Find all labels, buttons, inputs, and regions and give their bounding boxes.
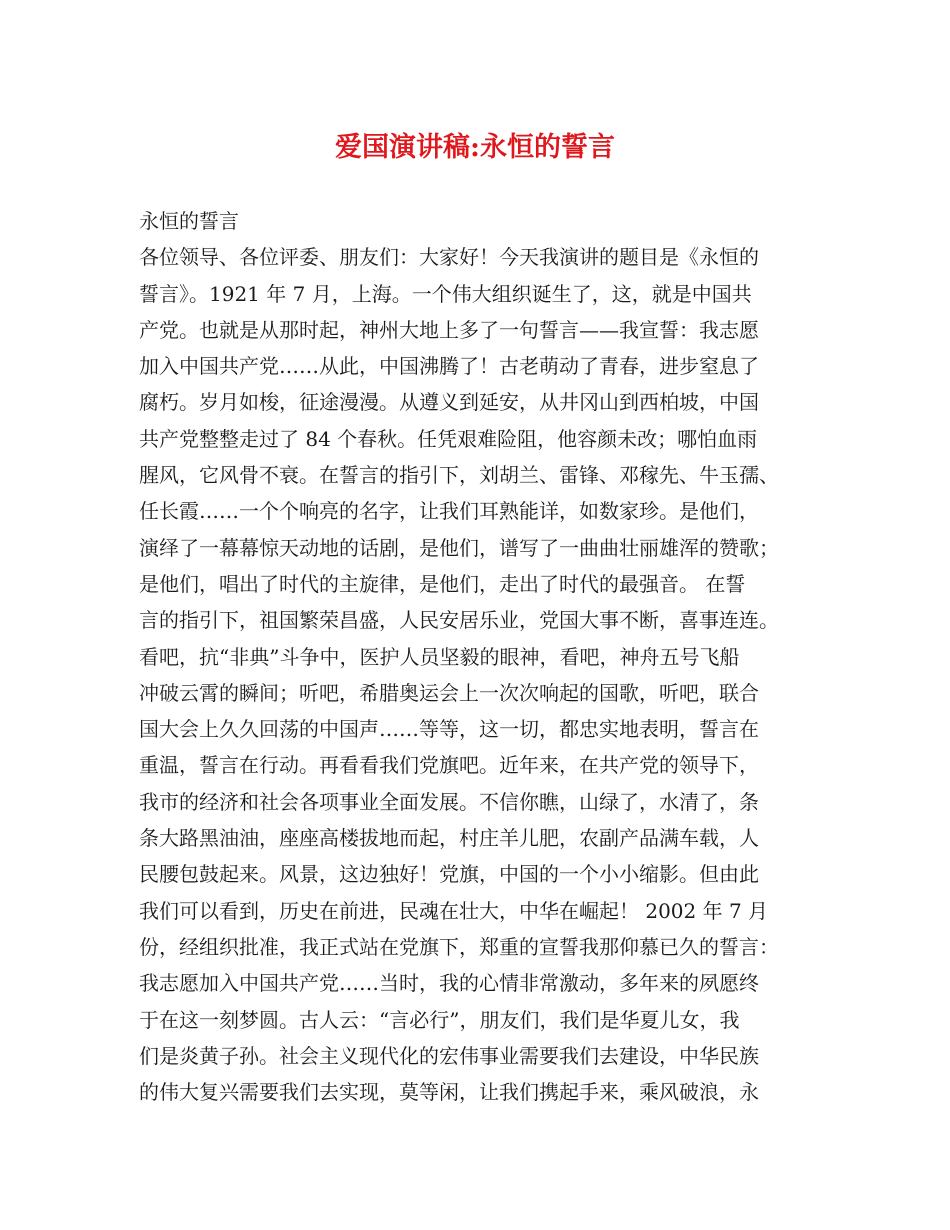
paragraph-line: 我志愿加入中国共产党……当时，我的心情非常激动，多年来的夙愿终 [139,971,759,996]
paragraph-line: 于在这一刻梦圆。古人云：“言必行”，朋友们，我们是华夏儿女，我 [139,1007,740,1032]
paragraph-line: 腥风，它风骨不衰。在誓言的指引下，刘胡兰、雷锋、邓稼先、牛玉孺、 [139,463,779,488]
paragraph-line: 加入中国共产党……从此，中国沸腾了！古老萌动了青春，进步窒息了 [139,354,759,379]
paragraph-line: 条大路黑油油，座座高楼拔地而起，村庄羊儿肥，农副产品满车载，人 [139,826,759,851]
paragraph-line: 是他们，唱出了时代的主旋律，是他们，走出了时代的最强音。 在誓 [139,571,746,596]
paragraph-line: 誓言》。1921 年 7 月，上海。一个伟大组织诞生了，这，就是中国共 [139,281,752,306]
paragraph-line: 各位领导、各位评委、朋友们：大家好！今天我演讲的题目是《永恒的 [139,245,759,270]
section-heading: 永恒的誓言 [139,209,239,233]
paragraph-line: 任长霞……一个个响亮的名字，让我们耳熟能详，如数家珍。是他们， [139,499,759,524]
paragraph-line: 冲破云霄的瞬间；听吧，希腊奥运会上一次次响起的国歌，听吧，联合 [139,680,759,705]
paragraph-line: 共产党整整走过了 84 个春秋。任凭艰难险阻，他容颜未改；哪怕血雨 [139,426,758,451]
paragraph-line: 产党。也就是从那时起，神州大地上多了一句誓言——我宣誓：我志愿 [139,317,759,342]
paragraph-line: 演绎了一幕幕惊天动地的话剧，是他们，谱写了一曲曲壮丽雄浑的赞歌； [139,535,779,560]
paragraph-line: 我们可以看到，历史在前进，民魂在壮大，中华在崛起！ 2002 年 7 月 [139,898,769,923]
paragraph-line: 重温，誓言在行动。再看看我们党旗吧。近年来，在共产党的领导下， [139,753,759,778]
paragraph-line: 国大会上久久回荡的中国声……等等，这一切，都忠实地表明，誓言在 [139,717,759,742]
paragraph-line: 我市的经济和社会各项事业全面发展。不信你瞧，山绿了，水清了，条 [139,789,759,814]
paragraph-line: 民腰包鼓起来。风景，这边独好！党旗，中国的一个小小缩影。但由此 [139,862,759,887]
paragraph-line: 言的指引下，祖国繁荣昌盛，人民安居乐业，党国大事不断，喜事连连。 [139,608,779,633]
paragraph-line: 的伟大复兴需要我们去实现，莫等闲，让我们携起手来，乘风破浪，永 [139,1080,759,1105]
paragraph-line: 看吧，抗“非典”斗争中，医护人员坚毅的眼神，看吧，神舟五号飞船 [139,644,740,669]
paragraph-line: 腐朽。岁月如梭，征途漫漫。从遵义到延安，从井冈山到西柏坡，中国 [139,390,759,415]
paragraph-line: 份，经组织批准，我正式站在党旗下，郑重的宣誓我那仰慕已久的誓言： [139,934,779,959]
paragraph-line: 们是炎黄子孙。社会主义现代化的宏伟事业需要我们去建设，中华民族 [139,1043,759,1068]
document-body [139,203,829,1110]
document-title: 爱国演讲稿:永恒的誓言 [335,132,615,163]
